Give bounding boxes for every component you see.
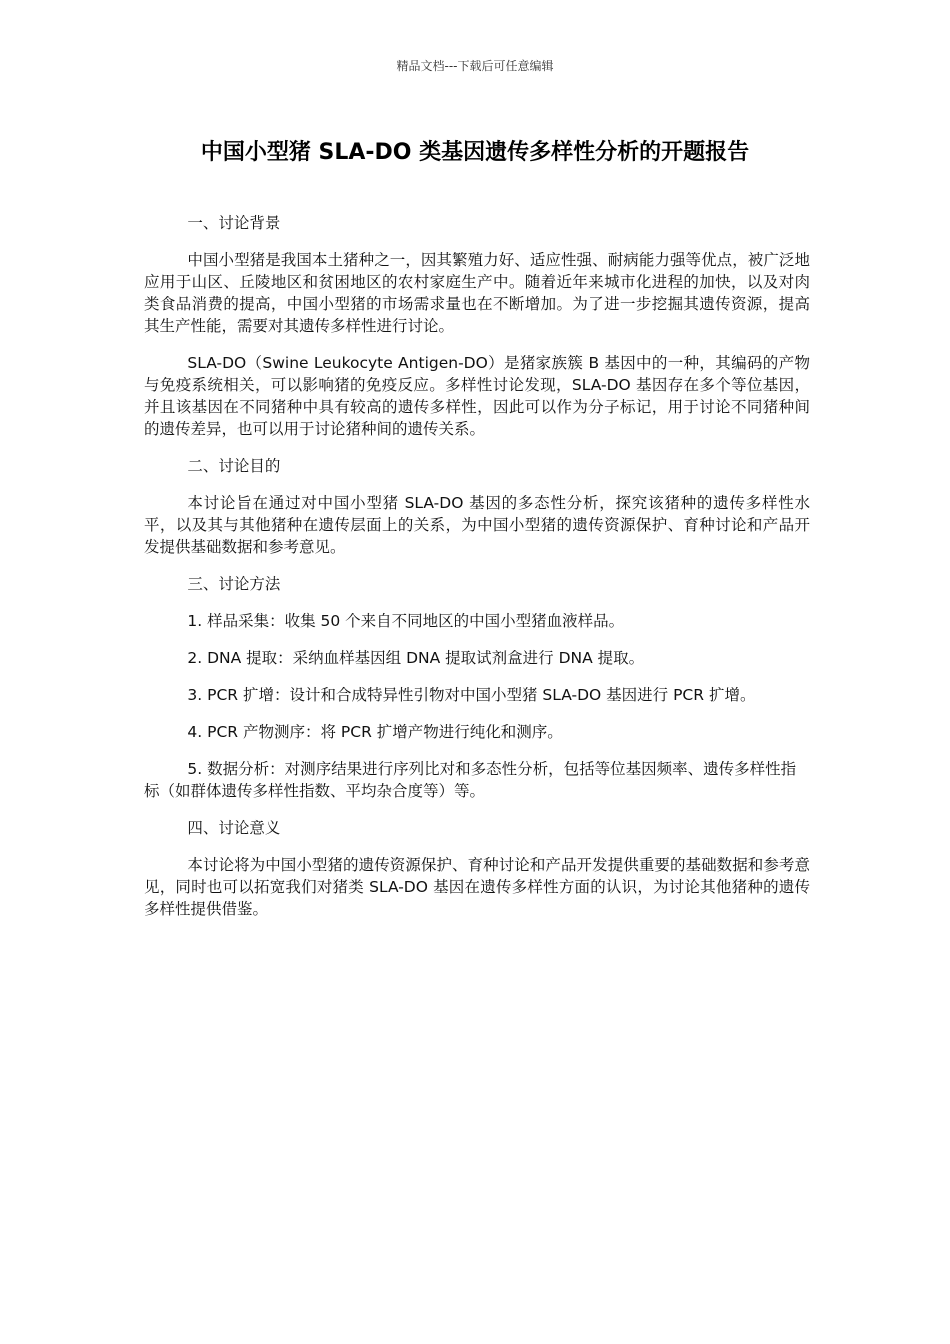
section-heading-background: 一、讨论背景 — [187, 214, 281, 232]
document-body — [144, 212, 810, 935]
method-item-1: 1. 样品采集：收集 50 个来自不同地区的中国小型猪血液样品。 — [187, 612, 625, 630]
section-heading-methods: 三、讨论方法 — [187, 575, 281, 593]
method-item-2: 2. DNA 提取：采纳血样基因组 DNA 提取试剂盒进行 DNA 提取。 — [187, 649, 645, 667]
document-title: 中国小型猪 SLA-DO 类基因遗传多样性分析的开题报告 — [200, 140, 750, 165]
method-item-3: 3. PCR 扩增：设计和合成特异性引物对中国小型猪 SLA-DO 基因进行 PCR 扩增。 — [187, 686, 756, 704]
page-header: 精品文档---下载后可任意编辑 — [396, 59, 554, 73]
background-paragraph-1: 中国小型猪是我国本土猪种之一，因其繁殖力好、适应性强、耐病能力强等优点，被广泛地应用于山区、丘陵地区和贫困地区的农村家庭生产中。随着近年来城市化进程的加快，以及对肉类食品消费的提高，中国小型猪的市场需求量也在不断增加。为了进一步挖掘其遗传资源，提高其生产性能，需要对其遗传多样性进行讨论。 — [144, 251, 810, 335]
background-paragraph-2: SLA-DO（Swine Leukocyte Antigen-DO）是猪家族簇 B 基因中的一种，其编码的产物与免疫系统相关，可以影响猪的免疫反应。多样性讨论发现，SLA-DO 基因存在多个等位基因，并且该基因在不同猪种中具有较高的遗传多样性，因此可以作为分子标记，用于讨论不同猪种间的遗传差异，也可以用于讨论猪种间的遗传关系。 — [144, 354, 810, 438]
significance-paragraph: 本讨论将为中国小型猪的遗传资源保护、育种讨论和产品开发提供重要的基础数据和参考意见，同时也可以拓宽我们对猪类 SLA-DO 基因在遗传多样性方面的认识，为讨论其他猪种的遗传多样性提供借鉴。 — [144, 856, 810, 918]
purpose-paragraph: 本讨论旨在通过对中国小型猪 SLA-DO 基因的多态性分析，探究该猪种的遗传多样性水平，以及其与其他猪种在遗传层面上的关系，为中国小型猪的遗传资源保护、育种讨论和产品开发提供基础数据和参考意见。 — [144, 494, 810, 556]
method-item-5: 5. 数据分析：对测序结果进行序列比对和多态性分析，包括等位基因频率、遗传多样性指标（如群体遗传多样性指数、平均杂合度等）等。 — [144, 760, 797, 800]
section-heading-purpose: 二、讨论目的 — [187, 457, 281, 475]
section-heading-significance: 四、讨论意义 — [187, 819, 281, 837]
method-item-4: 4. PCR 产物测序：将 PCR 扩增产物进行纯化和测序。 — [187, 723, 563, 741]
